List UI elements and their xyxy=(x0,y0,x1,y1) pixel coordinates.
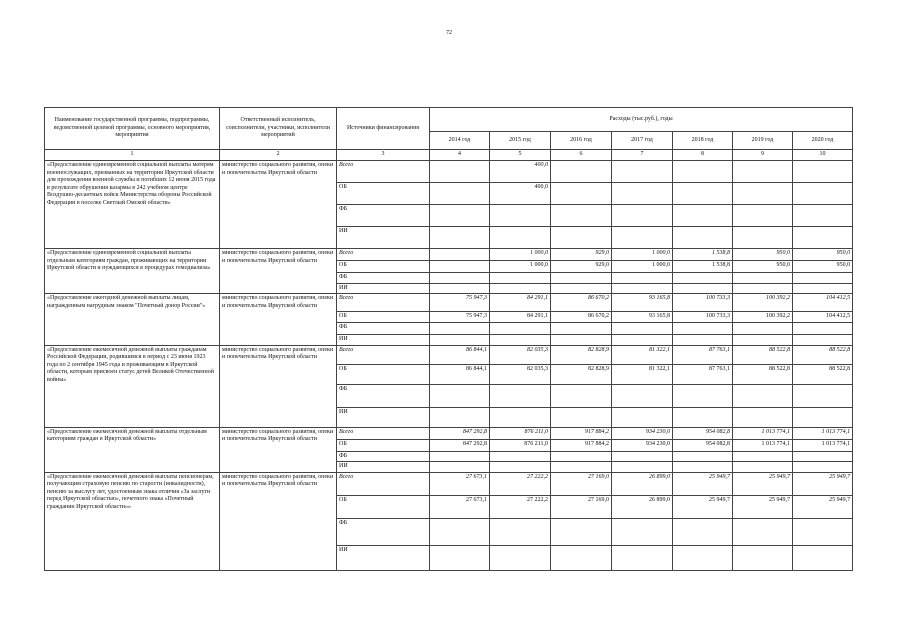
regional-budget-value: 950,0 xyxy=(733,261,793,273)
regional-budget-value: 100 733,3 xyxy=(673,312,733,323)
total-value xyxy=(793,161,853,183)
total-value: 100 733,3 xyxy=(673,294,733,312)
expenses-table xyxy=(44,107,853,571)
empty-value xyxy=(551,335,612,346)
regional-budget-value: 1 000,0 xyxy=(612,261,673,273)
empty-value xyxy=(612,384,673,407)
empty-value xyxy=(551,205,612,227)
column-number: 2 xyxy=(220,150,337,161)
total-value: 25 949,7 xyxy=(733,472,793,495)
total-value: 86 844,1 xyxy=(430,345,490,364)
total-value: 929,0 xyxy=(551,249,612,261)
funding-source: ФБ xyxy=(337,451,430,462)
total-value: 93 165,8 xyxy=(612,294,673,312)
funding-source: ФБ xyxy=(337,273,430,284)
total-value: 1 000,0 xyxy=(490,249,551,261)
regional-budget-value: 876 211,0 xyxy=(490,439,551,451)
empty-value xyxy=(430,227,490,249)
regional-budget-value: 917 884,2 xyxy=(551,439,612,451)
measure-name: «Предоставление ежемесячной денежной выплаты пенсионерам, получающим страховую пенсию по старости (инвалидности), пенсию за выслугу лет, удостоенным знака отличия «За заслуги перед Иркутской областью», почетного знака «Почетный гражданин Иркутской области»» xyxy=(45,472,220,570)
total-value xyxy=(551,161,612,183)
empty-value xyxy=(733,273,793,284)
empty-value xyxy=(612,335,673,346)
empty-value xyxy=(793,407,853,427)
regional-budget-value: 954 082,8 xyxy=(673,439,733,451)
empty-value xyxy=(490,451,551,462)
total-value: 25 949,7 xyxy=(793,472,853,495)
measure-executor: министерство социального развития, опеки и попечительства Иркутской области xyxy=(220,472,337,570)
measure-name: «Предоставление ежемесячной денежной выплаты отдельным категориям граждан в Иркутской области» xyxy=(45,427,220,472)
empty-value xyxy=(430,283,490,294)
empty-value xyxy=(793,205,853,227)
empty-value xyxy=(673,227,733,249)
empty-value xyxy=(733,335,793,346)
empty-value xyxy=(733,384,793,407)
empty-value xyxy=(430,273,490,284)
empty-value xyxy=(430,335,490,346)
total-value: 100 392,2 xyxy=(733,294,793,312)
total-value: 917 884,2 xyxy=(551,427,612,439)
measure-name: «Предоставление единовременной социальной выплаты отдельным категориям граждан, проживающих на территории Иркутской области и нуждающихся в процедурах гемодиализа» xyxy=(45,249,220,294)
empty-value xyxy=(430,518,490,545)
funding-source: Всего xyxy=(337,472,430,495)
regional-budget-value: 87 763,1 xyxy=(673,364,733,384)
regional-budget-value: 88 522,8 xyxy=(733,364,793,384)
table-row xyxy=(45,294,853,312)
empty-value xyxy=(673,545,733,570)
empty-value xyxy=(673,283,733,294)
measure-executor: министерство социального развития, опеки и попечительства Иркутской области xyxy=(220,294,337,346)
empty-value xyxy=(490,545,551,570)
funding-source: ИИ xyxy=(337,227,430,249)
total-value: 26 899,0 xyxy=(612,472,673,495)
header-executor: Ответственный исполнитель, соисполнители, участники, исполнители мероприятий xyxy=(220,108,337,150)
total-value xyxy=(430,249,490,261)
regional-budget-value: 27 222,2 xyxy=(490,495,551,518)
funding-source: ФБ xyxy=(337,518,430,545)
regional-budget-value xyxy=(673,183,733,205)
header-year: 2019 год xyxy=(733,132,793,150)
regional-budget-value: 82 828,9 xyxy=(551,364,612,384)
empty-value xyxy=(551,273,612,284)
empty-value xyxy=(430,407,490,427)
empty-value xyxy=(673,205,733,227)
regional-budget-value: 1 013 774,1 xyxy=(733,439,793,451)
measure-executor: министерство социального развития, опеки и попечительства Иркутской области xyxy=(220,345,337,427)
funding-source: ОБ xyxy=(337,312,430,323)
total-value: 82 035,3 xyxy=(490,345,551,364)
column-number: 10 xyxy=(793,150,853,161)
total-value: 86 670,2 xyxy=(551,294,612,312)
empty-value xyxy=(793,462,853,473)
funding-source: ИИ xyxy=(337,283,430,294)
regional-budget-value xyxy=(430,261,490,273)
empty-value xyxy=(490,462,551,473)
total-value: 84 291,1 xyxy=(490,294,551,312)
column-number: 4 xyxy=(430,150,490,161)
total-value: 934 230,0 xyxy=(612,427,673,439)
column-number: 6 xyxy=(551,150,612,161)
empty-value xyxy=(793,518,853,545)
total-value: 876 211,0 xyxy=(490,427,551,439)
table-row xyxy=(45,427,853,439)
empty-value xyxy=(612,273,673,284)
funding-source: ИИ xyxy=(337,335,430,346)
total-value: 954 082,8 xyxy=(673,427,733,439)
funding-source: ФБ xyxy=(337,323,430,335)
total-value: 950,0 xyxy=(793,249,853,261)
empty-value xyxy=(673,518,733,545)
empty-value xyxy=(612,205,673,227)
regional-budget-value: 400,0 xyxy=(490,183,551,205)
empty-value xyxy=(490,335,551,346)
empty-value xyxy=(612,323,673,335)
empty-value xyxy=(673,384,733,407)
empty-value xyxy=(551,323,612,335)
measure-name: «Предоставление ежемесячной денежной выплаты гражданам Российской Федерации, родившимся в период с 23 июня 1923 года по 2 сентября 1945 года и проживающим в Иркутской области, которым присвоен статус детей Великой Отечественной войны» xyxy=(45,345,220,427)
empty-value xyxy=(733,451,793,462)
empty-value xyxy=(793,451,853,462)
page-number: 72 xyxy=(446,30,452,36)
empty-value xyxy=(793,283,853,294)
measure-executor: министерство социального развития, опеки и попечительства Иркутской области xyxy=(220,427,337,472)
column-number: 3 xyxy=(337,150,430,161)
regional-budget-value xyxy=(551,183,612,205)
column-number: 8 xyxy=(673,150,733,161)
total-value: 847 292,8 xyxy=(430,427,490,439)
funding-source: ФБ xyxy=(337,205,430,227)
funding-source: ИИ xyxy=(337,545,430,570)
empty-value xyxy=(673,273,733,284)
empty-value xyxy=(490,227,551,249)
empty-value xyxy=(612,518,673,545)
empty-value xyxy=(793,227,853,249)
funding-source: ФБ xyxy=(337,384,430,407)
empty-value xyxy=(612,407,673,427)
empty-value xyxy=(430,205,490,227)
regional-budget-value: 88 522,8 xyxy=(793,364,853,384)
regional-budget-value: 75 947,3 xyxy=(430,312,490,323)
total-value xyxy=(673,161,733,183)
regional-budget-value: 27 673,1 xyxy=(430,495,490,518)
header-year: 2020 год xyxy=(793,132,853,150)
empty-value xyxy=(733,227,793,249)
regional-budget-value: 26 899,0 xyxy=(612,495,673,518)
header-source: Источники финансирования xyxy=(337,108,430,150)
empty-value xyxy=(793,323,853,335)
empty-value xyxy=(612,227,673,249)
total-value: 25 949,7 xyxy=(673,472,733,495)
empty-value xyxy=(551,545,612,570)
empty-value xyxy=(490,384,551,407)
regional-budget-value: 82 035,3 xyxy=(490,364,551,384)
regional-budget-value xyxy=(793,183,853,205)
regional-budget-value: 847 292,8 xyxy=(430,439,490,451)
regional-budget-value: 950,0 xyxy=(793,261,853,273)
total-value xyxy=(430,161,490,183)
empty-value xyxy=(490,205,551,227)
empty-value xyxy=(551,384,612,407)
total-value: 82 828,9 xyxy=(551,345,612,364)
empty-value xyxy=(733,518,793,545)
empty-value xyxy=(430,384,490,407)
total-value xyxy=(733,161,793,183)
header-year: 2016 год xyxy=(551,132,612,150)
measure-name: «Предоставление ежегодной денежной выплаты лицам, награжденным нагрудным знаком "Почетный донор России"» xyxy=(45,294,220,346)
table-row xyxy=(45,161,853,183)
regional-budget-value: 25 949,7 xyxy=(673,495,733,518)
empty-value xyxy=(673,462,733,473)
measure-name: «Предоставление единовременной социальной выплаты матерям военнослужащих, призванных на территории Иркутской области для прохождения военной службы и погибших 12 июня 2015 года в результате обрушения казармы в 242 учебном центре Воздушно-десантных войск Министерства обороны Российской Федерации в поселке Светлый Омской области» xyxy=(45,161,220,249)
empty-value xyxy=(612,462,673,473)
total-value: 1 538,8 xyxy=(673,249,733,261)
total-value: 81 322,1 xyxy=(612,345,673,364)
total-value xyxy=(612,161,673,183)
empty-value xyxy=(551,283,612,294)
total-value: 27 222,2 xyxy=(490,472,551,495)
regional-budget-value: 93 165,8 xyxy=(612,312,673,323)
empty-value xyxy=(551,518,612,545)
measure-executor: министерство социального развития, опеки и попечительства Иркутской области xyxy=(220,161,337,249)
empty-value xyxy=(490,323,551,335)
funding-source: ИИ xyxy=(337,407,430,427)
empty-value xyxy=(673,323,733,335)
empty-value xyxy=(430,462,490,473)
header-year: 2014 год xyxy=(430,132,490,150)
table-row xyxy=(45,249,853,261)
regional-budget-value: 1 538,8 xyxy=(673,261,733,273)
empty-value xyxy=(793,273,853,284)
empty-value xyxy=(612,451,673,462)
total-value: 87 763,1 xyxy=(673,345,733,364)
total-value: 75 947,3 xyxy=(430,294,490,312)
regional-budget-value xyxy=(733,183,793,205)
empty-value xyxy=(551,227,612,249)
column-number: 1 xyxy=(45,150,220,161)
empty-value xyxy=(551,462,612,473)
column-number: 5 xyxy=(490,150,551,161)
empty-value xyxy=(551,451,612,462)
empty-value xyxy=(793,335,853,346)
regional-budget-value: 86 844,1 xyxy=(430,364,490,384)
empty-value xyxy=(793,545,853,570)
empty-value xyxy=(490,283,551,294)
total-value: 88 522,8 xyxy=(793,345,853,364)
empty-value xyxy=(612,545,673,570)
regional-budget-value: 25 949,7 xyxy=(793,495,853,518)
regional-budget-value: 25 949,7 xyxy=(733,495,793,518)
header-year: 2015 год xyxy=(490,132,551,150)
total-value: 1 000,0 xyxy=(612,249,673,261)
total-value: 400,0 xyxy=(490,161,551,183)
funding-source: ОБ xyxy=(337,439,430,451)
total-value: 950,0 xyxy=(733,249,793,261)
regional-budget-value: 929,0 xyxy=(551,261,612,273)
empty-value xyxy=(733,407,793,427)
empty-value xyxy=(673,451,733,462)
funding-source: ОБ xyxy=(337,364,430,384)
funding-source: Всего xyxy=(337,161,430,183)
funding-source: Всего xyxy=(337,427,430,439)
regional-budget-value: 84 291,1 xyxy=(490,312,551,323)
empty-value xyxy=(430,323,490,335)
empty-value xyxy=(490,518,551,545)
regional-budget-value: 934 230,0 xyxy=(612,439,673,451)
regional-budget-value: 81 322,1 xyxy=(612,364,673,384)
empty-value xyxy=(673,407,733,427)
measure-executor: министерство социального развития, опеки и попечительства Иркутской области xyxy=(220,249,337,294)
table-row xyxy=(45,472,853,495)
empty-value xyxy=(733,545,793,570)
empty-value xyxy=(673,335,733,346)
empty-value xyxy=(490,407,551,427)
total-value: 1 013 774,1 xyxy=(733,427,793,439)
regional-budget-value: 100 392,2 xyxy=(733,312,793,323)
regional-budget-value: 1 000,0 xyxy=(490,261,551,273)
empty-value xyxy=(551,407,612,427)
column-number: 7 xyxy=(612,150,673,161)
empty-value xyxy=(733,462,793,473)
funding-source: ОБ xyxy=(337,495,430,518)
total-value: 104 412,5 xyxy=(793,294,853,312)
table-row xyxy=(45,345,853,364)
regional-budget-value: 27 169,0 xyxy=(551,495,612,518)
total-value: 27 169,0 xyxy=(551,472,612,495)
funding-source: Всего xyxy=(337,345,430,364)
header-year: 2018 год xyxy=(673,132,733,150)
empty-value xyxy=(733,205,793,227)
funding-source: Всего xyxy=(337,249,430,261)
header-year: 2017 год xyxy=(612,132,673,150)
funding-source: Всего xyxy=(337,294,430,312)
empty-value xyxy=(733,323,793,335)
empty-value xyxy=(733,283,793,294)
empty-value xyxy=(430,451,490,462)
empty-value xyxy=(793,384,853,407)
column-number: 9 xyxy=(733,150,793,161)
funding-source: ОБ xyxy=(337,261,430,273)
total-value: 1 013 774,1 xyxy=(793,427,853,439)
regional-budget-value xyxy=(612,183,673,205)
funding-source: ИИ xyxy=(337,462,430,473)
total-value: 88 522,8 xyxy=(733,345,793,364)
regional-budget-value xyxy=(430,183,490,205)
header-expenses: Расходы (тыс.руб.), годы xyxy=(430,108,853,132)
empty-value xyxy=(490,273,551,284)
regional-budget-value: 86 670,2 xyxy=(551,312,612,323)
funding-source: ОБ xyxy=(337,183,430,205)
regional-budget-value: 1 013 774,1 xyxy=(793,439,853,451)
regional-budget-value: 104 412,5 xyxy=(793,312,853,323)
empty-value xyxy=(430,545,490,570)
empty-value xyxy=(612,283,673,294)
header-name: Наименование государственной программы, подпрограммы, ведомственной целевой программы, основного мероприятия, мероприятия xyxy=(45,108,220,150)
total-value: 27 673,1 xyxy=(430,472,490,495)
